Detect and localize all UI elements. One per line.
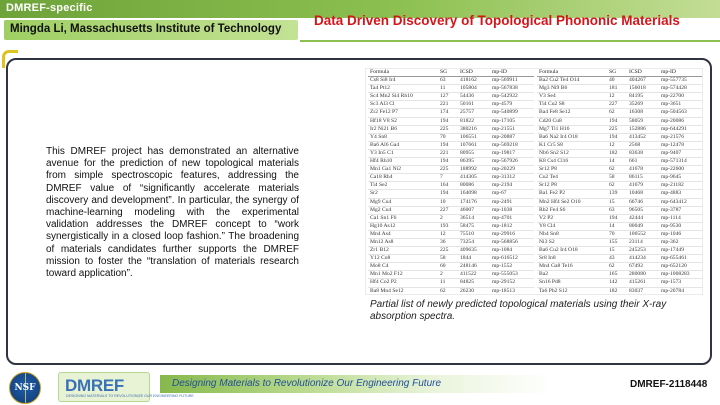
table-row bbox=[537, 77, 702, 85]
nsf-logo-text: NSF bbox=[14, 383, 36, 393]
table-row bbox=[537, 215, 702, 223]
table-cell: mp-655461 bbox=[661, 255, 687, 262]
dmref-logo-icon bbox=[58, 372, 194, 402]
table-cell: 413452 bbox=[629, 133, 646, 140]
table-row bbox=[368, 288, 534, 294]
table-cell: 86395 bbox=[460, 158, 474, 165]
table-row bbox=[537, 288, 702, 294]
table-cell: Nb6 Sn2 S12 bbox=[539, 149, 569, 156]
table-cell: mp-9530 bbox=[661, 222, 682, 229]
table-cell: Ta6 Pb2 S12 bbox=[539, 287, 568, 294]
table-row bbox=[368, 134, 534, 142]
table-cell: mp-555053 bbox=[492, 271, 518, 278]
table-row bbox=[368, 239, 534, 247]
table-cell: 225 bbox=[440, 125, 449, 132]
table-cell: 96505 bbox=[629, 206, 643, 213]
table-cell: 411522 bbox=[460, 271, 477, 278]
table-cell: mp-17105 bbox=[492, 117, 515, 124]
table-cell: mp-67 bbox=[492, 190, 507, 197]
table-cell: Mg9 Cu4 bbox=[370, 198, 392, 205]
table-row bbox=[537, 158, 702, 166]
table-cell: 62 bbox=[440, 287, 446, 294]
table-cell: 225 bbox=[440, 247, 449, 254]
table-row bbox=[537, 231, 702, 239]
table-cell: 80086 bbox=[460, 182, 474, 189]
table-cell: 62 bbox=[609, 182, 615, 189]
table-cell: 414234 bbox=[629, 255, 646, 262]
table-cell: 15 bbox=[609, 247, 615, 254]
table-cell: 62 bbox=[609, 263, 615, 270]
table-cell: mp-1573 bbox=[661, 279, 682, 286]
table-row bbox=[537, 190, 702, 198]
table-cell: mp-1038 bbox=[492, 206, 513, 213]
table-cell: 14 bbox=[609, 222, 615, 229]
table-left-column bbox=[368, 69, 534, 294]
table-cell: 58 bbox=[440, 255, 446, 262]
table-header-cell: mp-ID bbox=[661, 69, 676, 75]
table-cell: V2 P2 bbox=[539, 214, 554, 221]
table-cell: mp-17449 bbox=[661, 247, 684, 254]
table-row bbox=[368, 271, 534, 279]
table-cell: 75510 bbox=[460, 230, 474, 237]
table-cell: Hf4 Co2 P2 bbox=[370, 279, 397, 286]
table-row bbox=[537, 142, 702, 150]
table-row bbox=[537, 239, 702, 247]
table-cell: 182 bbox=[609, 149, 618, 156]
table-cell: 25757 bbox=[460, 109, 474, 116]
table-cell: Cd20 Cu8 bbox=[539, 117, 562, 124]
table-cell: 81822 bbox=[460, 117, 474, 124]
table-cell: mp-652120 bbox=[661, 263, 687, 270]
table-cell: 152886 bbox=[629, 125, 646, 132]
table-cell: 106552 bbox=[629, 230, 646, 237]
author-bar bbox=[4, 20, 298, 40]
table-cell: 418162 bbox=[460, 77, 477, 84]
table-cell: mp-1046 bbox=[661, 230, 682, 237]
table-cell: mp-3651 bbox=[661, 101, 682, 108]
table-cell: Y3 In5 C1 bbox=[370, 149, 394, 156]
table-cell: Ir2 Ni21 B6 bbox=[370, 125, 398, 132]
table-row bbox=[368, 150, 534, 158]
table-cell: Sn16 Pd8 bbox=[539, 279, 561, 286]
table-row bbox=[368, 231, 534, 239]
table-cell: mp-4883 bbox=[661, 190, 682, 197]
table-cell: 409635 bbox=[460, 247, 477, 254]
table-cell: 174176 bbox=[460, 198, 477, 205]
table-row bbox=[537, 174, 702, 182]
table-cell: 415261 bbox=[629, 279, 646, 286]
table-cell: Mo8 C4 bbox=[370, 263, 389, 270]
table-cell: mp-542922 bbox=[492, 93, 518, 100]
table-cell: 58059 bbox=[629, 117, 643, 124]
table-cell: Y8 Cl4 bbox=[539, 222, 556, 229]
table-cell: 142 bbox=[609, 279, 618, 286]
table-caption: Partial list of newly predicted topological materials using their X-ray absorption spectra. bbox=[370, 299, 667, 322]
table-cell: 60 bbox=[440, 263, 446, 270]
table-row bbox=[368, 255, 534, 263]
table-cell: 26230 bbox=[460, 287, 474, 294]
table-row bbox=[537, 109, 702, 117]
table-cell: mp-29152 bbox=[492, 279, 515, 286]
award-number: DMREF-2118448 bbox=[630, 379, 708, 390]
table-cell: 46007 bbox=[460, 206, 474, 213]
table-cell: 80049 bbox=[629, 222, 643, 229]
table-cell: Y4 Sn8 bbox=[370, 133, 387, 140]
table-cell: mp-569218 bbox=[492, 141, 518, 148]
table-cell: 62 bbox=[609, 166, 615, 173]
table-cell: 41678 bbox=[629, 166, 643, 173]
table-cell: Zr2 Fe12 P7 bbox=[370, 109, 398, 116]
table-row bbox=[368, 158, 534, 166]
table-cell: 107661 bbox=[460, 141, 477, 148]
table-cell: 156018 bbox=[629, 85, 646, 92]
table-cell: 11 bbox=[440, 279, 446, 286]
table-cell: 70 bbox=[440, 133, 446, 140]
table-cell: mp-616512 bbox=[492, 255, 518, 262]
table-cell: 58475 bbox=[460, 222, 474, 229]
table-cell: 73254 bbox=[460, 238, 474, 245]
table-cell: Mg2 Cu4 bbox=[370, 206, 392, 213]
table-row bbox=[368, 118, 534, 126]
table-cell: mp-574428 bbox=[661, 85, 687, 92]
table-row bbox=[368, 85, 534, 93]
table-cell: mp-1008283 bbox=[661, 271, 690, 278]
table-cell: Ba6 Cu2 Ir4 O18 bbox=[539, 247, 578, 254]
table-cell: 70 bbox=[609, 230, 615, 237]
table-cell: mp-3787 bbox=[661, 206, 682, 213]
table-cell: mp-18513 bbox=[492, 287, 515, 294]
table-cell: 84195 bbox=[629, 93, 643, 100]
table-row bbox=[537, 279, 702, 287]
table-header-cell: SG bbox=[440, 69, 448, 75]
table-row bbox=[537, 166, 702, 174]
dmref-logo-subtext: DESIGNING MATERIALS TO REVOLUTIONIZE OUR ENGINEERING FUTURE bbox=[66, 394, 194, 398]
table-cell: 62 bbox=[609, 109, 615, 116]
table-cell: Ba4 Fe8 Se12 bbox=[539, 109, 571, 116]
table-row bbox=[537, 223, 702, 231]
table-row bbox=[368, 109, 534, 117]
slogan-text: Designing Materials to Revolutionize Our Engineering Future bbox=[172, 378, 442, 389]
table-cell: 248146 bbox=[460, 263, 477, 270]
table-row bbox=[537, 101, 702, 109]
table-cell: 139 bbox=[609, 190, 618, 197]
table-row bbox=[368, 247, 534, 255]
dmref-logo-mark: DMREF bbox=[65, 376, 124, 395]
table-cell: 194 bbox=[440, 117, 449, 124]
table-cell: Zr1 B12 bbox=[370, 247, 389, 254]
table-row bbox=[537, 263, 702, 271]
table-row bbox=[537, 126, 702, 134]
table-cell: Rb2 Fe4 S6 bbox=[539, 206, 566, 213]
program-tag: DMREF-specific bbox=[6, 2, 93, 14]
table-cell: 11 bbox=[440, 85, 446, 92]
table-cell: 10 bbox=[440, 198, 446, 205]
table-row bbox=[537, 134, 702, 142]
table-cell: 2 bbox=[440, 271, 443, 278]
nsf-logo-icon bbox=[9, 372, 41, 404]
table-cell: mp-567926 bbox=[492, 158, 518, 165]
table-cell: Nb4 Sn8 bbox=[539, 230, 559, 237]
table-cell: mp-540899 bbox=[492, 109, 518, 116]
table-cell: 194 bbox=[440, 190, 449, 197]
table-cell: Hg10 As12 bbox=[370, 222, 396, 229]
table-cell: mp-1552 bbox=[492, 263, 513, 270]
table-cell: 12 bbox=[440, 230, 446, 237]
table-cell: 23114 bbox=[629, 238, 643, 245]
table-cell: Ba2 Cu2 Te4 O14 bbox=[539, 77, 580, 84]
table-cell: 227 bbox=[609, 101, 618, 108]
table-row bbox=[368, 215, 534, 223]
table-cell: 174 bbox=[440, 109, 449, 116]
table-cell: 66746 bbox=[629, 198, 643, 205]
table-cell: mp-1114 bbox=[661, 214, 681, 221]
materials-table bbox=[366, 69, 702, 294]
table-cell: 127 bbox=[440, 93, 449, 100]
table-cell: Ba2 bbox=[539, 271, 549, 278]
table-row bbox=[537, 182, 702, 190]
table-header-cell: ICSD bbox=[460, 69, 473, 75]
table-cell: 221 bbox=[440, 149, 449, 156]
table-cell: 105804 bbox=[460, 85, 477, 92]
table-cell: 165 bbox=[609, 271, 618, 278]
table-cell: mp-22700 bbox=[661, 93, 684, 100]
table-cell: 404267 bbox=[629, 77, 646, 84]
table-cell: 12 bbox=[609, 93, 615, 100]
table-cell: Ba8 Mn4 Se12 bbox=[370, 287, 404, 294]
table-cell: Cs8 Si8 Ir4 bbox=[370, 77, 396, 84]
table-cell: 221 bbox=[440, 101, 449, 108]
table-cell: mp-20229 bbox=[492, 166, 515, 173]
table-cell: 194 bbox=[440, 141, 449, 148]
table-cell: 164098 bbox=[460, 190, 477, 197]
table-cell: mp-21551 bbox=[492, 125, 515, 132]
table-row bbox=[537, 85, 702, 93]
table-cell: mp-569911 bbox=[492, 77, 518, 84]
table-cell: Sr8 In8 bbox=[539, 255, 556, 262]
table-cell: 106551 bbox=[460, 133, 477, 140]
table-cell: 380216 bbox=[460, 125, 477, 132]
table-cell: Ti4 Se2 bbox=[370, 182, 388, 189]
table-cell: mp-1084 bbox=[492, 247, 513, 254]
table-cell: 35269 bbox=[629, 101, 643, 108]
table-cell: mp-22600 bbox=[661, 166, 684, 173]
table-cell: mp-504563 bbox=[661, 109, 687, 116]
table-cell: mp-19817 bbox=[492, 149, 515, 156]
table-cell: Mn12 As8 bbox=[370, 238, 394, 245]
table-cell: 155 bbox=[609, 238, 618, 245]
table-cell: 7 bbox=[440, 174, 443, 181]
table-cell: mp-568856 bbox=[492, 238, 518, 245]
table-cell: Ba6 Na2 Ir4 O18 bbox=[539, 133, 578, 140]
table-row bbox=[537, 93, 702, 101]
author-affiliation: Mingda Li, Massachusetts Institute of Technology bbox=[10, 23, 282, 35]
table-cell: K8 Cs4 Cl16 bbox=[539, 158, 569, 165]
table-row bbox=[368, 223, 534, 231]
table-header-cell: Formula bbox=[539, 69, 558, 75]
table-cell: Ni3 S2 bbox=[539, 238, 555, 245]
table-cell: mp-567838 bbox=[492, 85, 518, 92]
table-cell: 245253 bbox=[629, 247, 646, 254]
table-row bbox=[368, 279, 534, 287]
table-row bbox=[368, 142, 534, 150]
table-cell: Sr2 bbox=[370, 190, 378, 197]
table-cell: mp-2491 bbox=[492, 198, 513, 205]
table-right-column bbox=[537, 69, 702, 294]
table-cell: 194 bbox=[609, 214, 618, 221]
table-cell: 16308 bbox=[629, 109, 643, 116]
table-row bbox=[537, 199, 702, 207]
table-cell: 36514 bbox=[460, 214, 474, 221]
frame-corner-accent bbox=[2, 50, 18, 68]
table-cell: K1 Cr5 S8 bbox=[539, 141, 563, 148]
table-cell: 181 bbox=[609, 85, 618, 92]
table-cell: mp-12478 bbox=[661, 141, 684, 148]
table-cell: Mn4 Ga8 Te16 bbox=[539, 263, 573, 270]
table-row bbox=[368, 93, 534, 101]
table-cell: 86115 bbox=[629, 174, 643, 181]
table-cell: Hf4 Rh10 bbox=[370, 158, 393, 165]
table-cell: mp-643412 bbox=[661, 198, 687, 205]
table-cell: 54436 bbox=[460, 93, 474, 100]
table-cell: 164 bbox=[440, 182, 449, 189]
table-cell: 182 bbox=[609, 287, 618, 294]
table-cell: mp-29916 bbox=[492, 230, 515, 237]
table-cell: Ba6 Al6 Ga4 bbox=[370, 141, 400, 148]
table-cell: Ca18 Rh4 bbox=[370, 174, 393, 181]
table-cell: 225 bbox=[440, 166, 449, 173]
table-cell: 83638 bbox=[629, 149, 643, 156]
table-cell: 58 bbox=[609, 174, 615, 181]
table-cell: Mg7 Ti1 H16 bbox=[539, 125, 570, 132]
table-cell: mp-9407 bbox=[661, 149, 682, 156]
table-cell: mp-9645 bbox=[661, 174, 682, 181]
table-cell: 36 bbox=[440, 238, 446, 245]
table-cell: mp-20086 bbox=[661, 117, 684, 124]
table-cell: mp-2194 bbox=[492, 182, 513, 189]
table-header-cell: Formula bbox=[370, 69, 389, 75]
table-row bbox=[368, 126, 534, 134]
table-cell: 188992 bbox=[460, 166, 477, 173]
table-cell: 10468 bbox=[629, 190, 643, 197]
table-row bbox=[368, 166, 534, 174]
table-cell: 15 bbox=[609, 198, 615, 205]
table-cell: 280080 bbox=[629, 271, 646, 278]
table-cell: 225 bbox=[609, 125, 618, 132]
table-cell: Ti4 Cu2 S8 bbox=[539, 101, 565, 108]
table-cell: mp-4579 bbox=[492, 101, 513, 108]
table-cell: Mn2 Hf4 Se2 O10 bbox=[539, 198, 581, 205]
table-row bbox=[537, 150, 702, 158]
table-row bbox=[368, 190, 534, 198]
table-cell: mp-4701 bbox=[492, 214, 513, 221]
table-cell: 40 bbox=[609, 77, 615, 84]
table-cell: 1844 bbox=[460, 255, 472, 262]
table-cell: 84825 bbox=[460, 279, 474, 286]
table-cell: 661 bbox=[629, 158, 638, 165]
table-row bbox=[368, 101, 534, 109]
slogan-banner bbox=[160, 375, 553, 393]
table-cell: 63 bbox=[440, 77, 446, 84]
table-cell: 194 bbox=[609, 133, 618, 140]
table-cell: 42444 bbox=[629, 214, 643, 221]
table-cell: 194 bbox=[440, 158, 449, 165]
table-header-row bbox=[368, 69, 534, 77]
table-cell: Mg3 Ni9 B6 bbox=[539, 85, 568, 92]
table-cell: Y12 Co8 bbox=[370, 255, 391, 262]
table-cell: 193 bbox=[440, 222, 449, 229]
table-cell: Cu2 Te4 bbox=[539, 174, 558, 181]
table-cell: Sc4 Mn2 Si4 Rh10 bbox=[370, 93, 413, 100]
table-cell: 83037 bbox=[629, 287, 643, 294]
table-cell: Ba1 Fe2 P2 bbox=[539, 190, 566, 197]
slide-title: Data Driven Discovery of Topological Phononic Materials bbox=[314, 13, 680, 28]
table-row bbox=[368, 77, 534, 85]
table-cell: Sr12 P8 bbox=[539, 182, 557, 189]
title-underline bbox=[300, 40, 720, 42]
table-row bbox=[537, 207, 702, 215]
table-cell: mp-571314 bbox=[661, 158, 687, 165]
table-cell: Hf18 V8 S2 bbox=[370, 117, 397, 124]
table-row bbox=[368, 174, 534, 182]
table-row bbox=[537, 247, 702, 255]
table-cell: mp-20887 bbox=[492, 133, 515, 140]
table-cell: Ta4 Pt12 bbox=[370, 85, 390, 92]
table-cell: 50161 bbox=[460, 101, 474, 108]
table-cell: 194 bbox=[609, 117, 618, 124]
table-cell: Sc3 Al3 Cl bbox=[370, 101, 395, 108]
table-cell: mp-21182 bbox=[661, 182, 684, 189]
summary-paragraph: This DMREF project has demonstrated an alternative avenue for the prediction of new topological materials from simple spectroscopic features, addressing the DMREF value of “significantly accelerate materials discovery and development”. In particular, the synergy of machine-learning modeling with the experimental validation addresses the DMREF concept to “work synergistically in a closed loop fashion.” The broadening of materials candidates further supports the DMREF mission to foster the “translation of materials research toward application”. bbox=[46, 146, 299, 280]
table-cell: Sr12 P8 bbox=[539, 166, 557, 173]
table-cell: 2568 bbox=[629, 141, 641, 148]
table-cell: 67492 bbox=[629, 263, 643, 270]
table-cell: V3 Se4 bbox=[539, 93, 556, 100]
table-row bbox=[368, 207, 534, 215]
table-cell: 12 bbox=[609, 141, 615, 148]
table-cell: Ca1 Sn1 F6 bbox=[370, 214, 397, 221]
table-cell: mp-644291 bbox=[661, 125, 687, 132]
table-cell: mp-20784 bbox=[661, 287, 684, 294]
table-cell: mp-21576 bbox=[661, 133, 684, 140]
table-cell: 63 bbox=[609, 206, 615, 213]
table-cell: mp-557735 bbox=[661, 77, 687, 84]
table-row bbox=[537, 271, 702, 279]
table-row bbox=[537, 118, 702, 126]
table-cell: 80955 bbox=[460, 149, 474, 156]
table-cell: 414305 bbox=[460, 174, 477, 181]
table-cell: Mn1 Mo2 F12 bbox=[370, 271, 403, 278]
table-cell: 43 bbox=[609, 255, 615, 262]
table-row bbox=[537, 255, 702, 263]
table-row bbox=[368, 182, 534, 190]
table-row bbox=[368, 199, 534, 207]
table-cell: 2 bbox=[440, 214, 443, 221]
table-header-cell: SG bbox=[609, 69, 617, 75]
table-cell: 227 bbox=[440, 206, 449, 213]
table-cell: 41679 bbox=[629, 182, 643, 189]
table-header-cell: mp-ID bbox=[492, 69, 507, 75]
table-row bbox=[368, 263, 534, 271]
table-cell: 14 bbox=[609, 158, 615, 165]
table-cell: Mn1 Ga1 Ni2 bbox=[370, 166, 402, 173]
table-header-cell: ICSD bbox=[629, 69, 642, 75]
table-cell: mp-31312 bbox=[492, 174, 515, 181]
table-cell: Mn4 As4 bbox=[370, 230, 391, 237]
table-cell: mp-1812 bbox=[492, 222, 513, 229]
table-header-row bbox=[537, 69, 702, 77]
table-cell: mp-362 bbox=[661, 238, 679, 245]
